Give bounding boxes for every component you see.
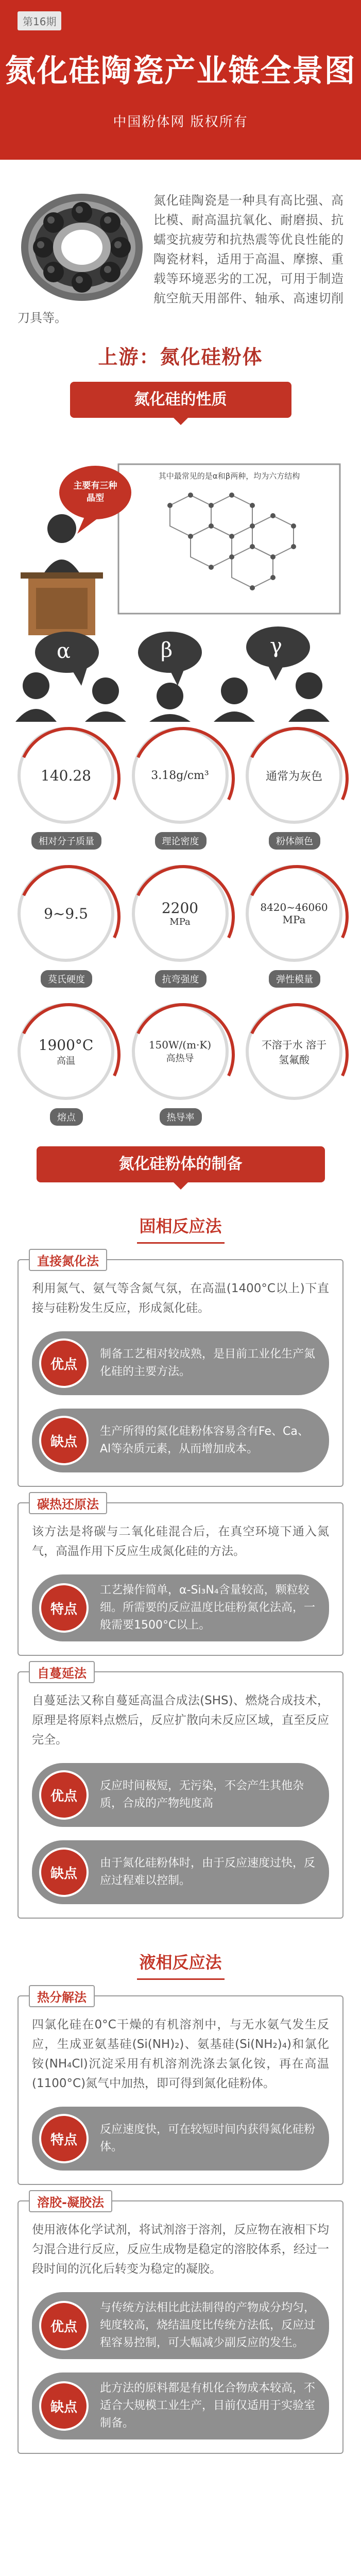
header-banner: [0, 0, 361, 160]
pill-disadvantage: [32, 1840, 329, 1904]
badge-disadvantage: 缺点: [39, 1416, 89, 1465]
lecture-scene-icon: [0, 444, 361, 722]
pill-text: 工艺操作简单，α-Si₃N₄含量较高，颗粒较细。所需要的反应温度比硅粉氮化法高，一般需要1500°C以上。: [100, 1584, 316, 1632]
property-molecular-weight: 140.28 相对分子质量: [18, 727, 115, 850]
method-tag: 溶胶-凝胶法: [29, 2190, 112, 2212]
pill-advantage: [32, 2292, 329, 2359]
method-card-thermal-decomposition: [18, 1990, 343, 2185]
badge-disadvantage: 缺点: [39, 2381, 89, 2431]
preparation-section-bar: 氮化硅粉体的制备: [37, 1146, 325, 1182]
property-value: 1900°C: [38, 1036, 94, 1054]
pill-disadvantage: [32, 1409, 329, 1472]
method-description: 该方法是将碳与二氧化硅混合后，在真空环境下通入氮气，高温作用下反应生成氮化硅的方法。: [32, 1525, 329, 1558]
property-value: 9~9.5: [44, 905, 88, 922]
intro-section: [0, 160, 361, 428]
method-tag: 直接氮化法: [29, 1249, 107, 1271]
pill-feature: [32, 1574, 329, 1641]
pill-text: 反应速度快，可在较短时间内获得氮化硅粉体。: [100, 2123, 316, 2154]
property-value: 高温: [57, 1055, 75, 1066]
method-card-carbothermal: [18, 1497, 343, 1656]
property-value: 8420~46060 MPa: [260, 901, 328, 926]
property-circle: [132, 865, 229, 962]
beta-label: β: [161, 638, 173, 662]
property-thermal-conductivity: 150W/(m·K) 高热导 热导率: [132, 1003, 230, 1126]
liquid-phase-title: 液相反应法: [0, 1950, 361, 1980]
bearing-icon: [18, 191, 146, 304]
bearing-illustration: [18, 191, 146, 304]
speech-bubble-text: 主要有三种晶型: [73, 481, 117, 503]
pill-text: 由于氮化硅粉体时，由于反应速度过快，反应过程难以控制。: [100, 1857, 316, 1887]
property-elastic-modulus: 8420~46060 MPa 弹性模量: [246, 865, 343, 988]
property-value: 150W/(m·K): [148, 1039, 212, 1051]
property-circle: [246, 1003, 342, 1100]
properties-section-bar: 氮化硅的性质: [70, 382, 291, 418]
property-value: MPa: [169, 917, 191, 927]
property-value: 通常为灰色: [265, 770, 322, 783]
pill-text: 与传统方法相比此法制得的产物成分均匀，纯度较高，烧结温度比传统方法低，反应过程容易控制，可大幅减少副反应的发生。: [100, 2301, 316, 2349]
pill-advantage: [32, 1763, 329, 1827]
property-flexural-strength: 2200 MPa 抗弯强度: [132, 865, 230, 988]
property-value: 140.28: [41, 767, 91, 784]
badge-disadvantage: 缺点: [39, 1848, 89, 1897]
pill-text: 制备工艺相对较成熟，是目前工业化生产氮化硅的主要方法。: [100, 1348, 316, 1378]
badge-advantage: 优点: [39, 1338, 89, 1388]
method-tag: 热分解法: [29, 1985, 95, 2007]
pill-feature: [32, 2107, 329, 2171]
properties-grid: [0, 722, 361, 1126]
page-subtitle: 中国粉体网 版权所有: [113, 114, 248, 130]
property-circle: [18, 865, 114, 962]
property-circle: [246, 727, 342, 824]
alpha-label: α: [57, 639, 71, 663]
issue-tag: 第16期: [18, 11, 61, 30]
property-density: 3.18g/cm³ 理论密度: [132, 727, 230, 850]
property-value: 高热导: [166, 1053, 194, 1064]
pill-disadvantage: [32, 2372, 329, 2439]
badge-advantage: 优点: [39, 2301, 89, 2350]
pill-advantage: [32, 1331, 329, 1395]
property-circle: [246, 865, 342, 962]
method-description: 利用氮气、氨气等含氮气氛，在高温(1400°C以上)下直接与硅粉发生反应，形成氮化硅。: [32, 1282, 329, 1315]
property-value: 不溶于水 溶于氢氟酸: [261, 1039, 327, 1066]
method-description: 使用液体化学试剂，将试剂溶于溶剂，反应物在液相下均匀混合进行反应，反应生成物是稳定的溶胶体系，经过一段时间的沉化后转变为稳定的凝胶。: [32, 2223, 329, 2276]
property-circle: [18, 727, 114, 824]
property-circle: [132, 727, 229, 824]
badge-advantage: 优点: [39, 1770, 89, 1820]
property-circle: [132, 1003, 229, 1100]
pill-text: 此方法的原料都是有机化合物成本较高，不适合大规模工业生产，目前仅适用于实验室制备。: [100, 2382, 316, 2430]
method-card-sol-gel: [18, 2195, 343, 2454]
property-circle: [18, 1003, 114, 1100]
solid-phase-title: 固相反应法: [0, 1213, 361, 1244]
upstream-heading: 上游：氮化硅粉体: [98, 345, 263, 368]
pill-text: 生产所得的氮化硅粉体容易含有Fe、Ca、Al等杂质元素，从而增加成本。: [100, 1425, 309, 1455]
badge-feature: 特点: [39, 1583, 89, 1633]
property-value: 2200: [161, 900, 199, 917]
property-hardness: 9~9.5 莫氏硬度: [18, 865, 115, 988]
method-description: 四氯化硅在0°C干燥的有机溶剂中，与无水氨气发生反应，生成亚氨基硅(Si(NH)₂)、氨基硅(Si(NH₂)₄)和氯化铵(NH₄Cl)沉淀采用有机溶剂洗涤去氯化铵，再在高温(1100°C)氮气中加热，即可得到氮化硅粉体。: [32, 2018, 329, 2090]
method-card-direct-nitridation: [18, 1254, 343, 1487]
method-card-shs: [18, 1666, 343, 1919]
property-melting-point: 1900°C 高温 熔点: [18, 1003, 115, 1126]
badge-feature: 特点: [39, 2114, 89, 2163]
method-description: 自蔓延法又称自蔓延高温合成法(SHS)、燃烧合成技术，原理是将原料点燃后，反应扩散向未反应区域，直至反应完全。: [32, 1694, 329, 1747]
lecture-illustration: [0, 444, 361, 722]
intro-text: 氮化硅陶瓷是一种具有高比强、高比模、耐高温抗氧化、耐磨损、抗蠕变抗疲劳和抗热震等优良性能的陶瓷材料，适用于高温、摩擦、重载等环境恶劣的工况，可用于制造航空航天用部件、轴承、高速切削刀具等。: [18, 193, 343, 325]
pill-text: 反应时间极短，无污染，不会产生其他杂质，合成的产物纯度高: [100, 1780, 304, 1810]
method-tag: 碳热还原法: [29, 1492, 107, 1514]
property-color: 通常为灰色 粉体颜色: [246, 727, 343, 850]
gamma-label: γ: [270, 634, 282, 658]
method-tag: 自蔓延法: [29, 1661, 95, 1683]
property-value: 3.18g/cm³: [151, 769, 209, 782]
property-solubility: [246, 1003, 343, 1126]
board-caption: 其中最常见的是α和β两种，均为六方结构: [158, 471, 300, 481]
page-title: 氮化硅陶瓷产业链全景图: [5, 53, 356, 89]
